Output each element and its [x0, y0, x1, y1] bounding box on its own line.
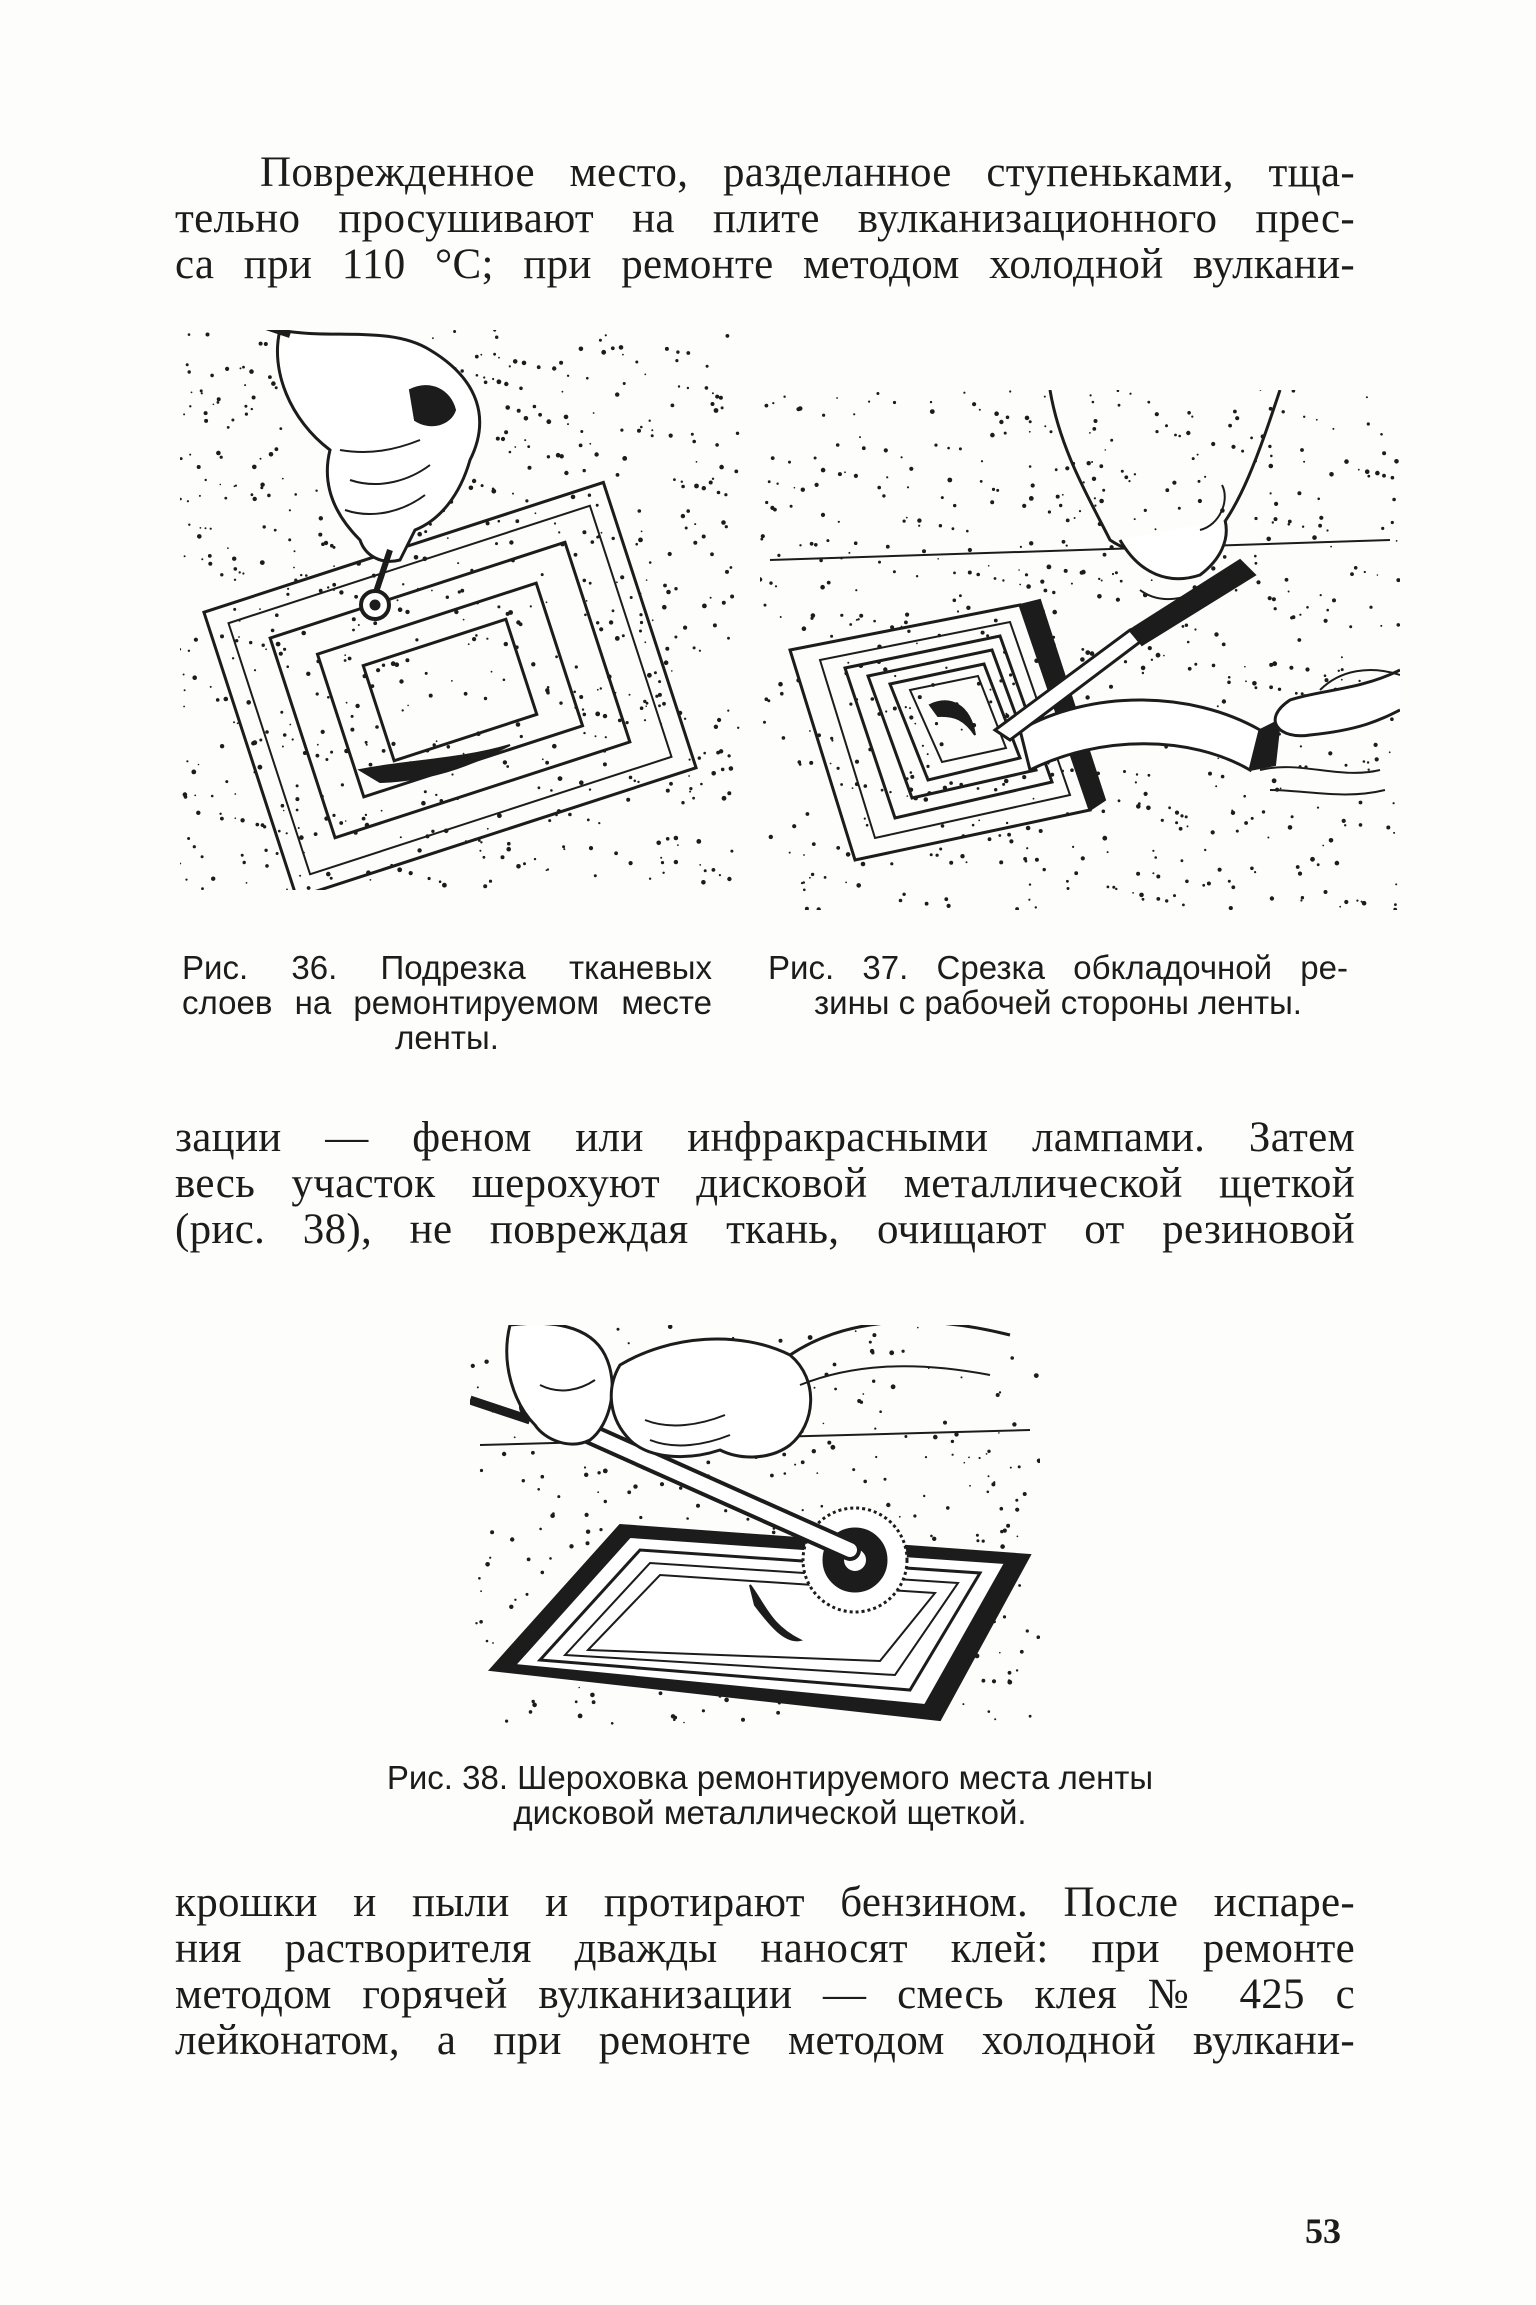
figure-38-drawing [470, 1325, 1040, 1725]
text-line: Поврежденное место, разделанное ступеньками, тща- [260, 149, 1355, 196]
text-line: лейконатом, а при ремонте методом холодной вулкани- [175, 2017, 1355, 2064]
text-line: крошки и пыли и протирают бензином. После испаре- [175, 1879, 1355, 1926]
text-line: методом горячей вулканизации — смесь клея № 425 с [175, 1971, 1355, 2018]
caption-line: Рис. 38. Шероховка ремонтируемого места ленты [386, 1759, 1154, 1796]
figure-36-drawing [180, 330, 740, 890]
figure-37-illustration [760, 390, 1400, 910]
text-line: тельно просушивают на плите вулканизационного прес- [175, 195, 1355, 242]
text-line: са при 110 °С; при ремонте методом холодной вулкани- [175, 241, 1355, 288]
text-line: ния растворителя дважды наносят клей: при ремонте [175, 1925, 1355, 1972]
page-number: 53 [1305, 2211, 1341, 2251]
caption-line: ленты. [395, 1019, 499, 1056]
text-line: (рис. 38), не повреждая ткань, очищают от резиновой [175, 1206, 1355, 1253]
caption-line: Рис. 37. Срезка обкладочной ре- [768, 949, 1348, 986]
figure-36-caption [182, 950, 712, 1055]
caption-line: дисковой металлической щеткой. [513, 1794, 1027, 1831]
figure-37-drawing [760, 390, 1400, 910]
paragraph-bottom [175, 1880, 1355, 2064]
figure-38-caption [335, 1760, 1205, 1830]
figure-36-illustration [180, 330, 740, 890]
caption-line: слоев на ремонтируемом месте [182, 984, 712, 1021]
caption-line: зины с рабочей стороны ленты. [814, 984, 1302, 1021]
text-line: весь участок шерохуют дисковой металлической щеткой [175, 1160, 1355, 1207]
caption-line: Рис. 36. Подрезка тканевых [182, 949, 712, 986]
figure-37-caption [768, 950, 1348, 1020]
paragraph-middle [175, 1115, 1355, 1253]
paragraph-top [175, 150, 1355, 288]
stipple-texture [760, 390, 1400, 910]
text-line: зации — феном или инфракрасными лампами. Затем [175, 1114, 1355, 1161]
figure-38-illustration [470, 1325, 1040, 1725]
